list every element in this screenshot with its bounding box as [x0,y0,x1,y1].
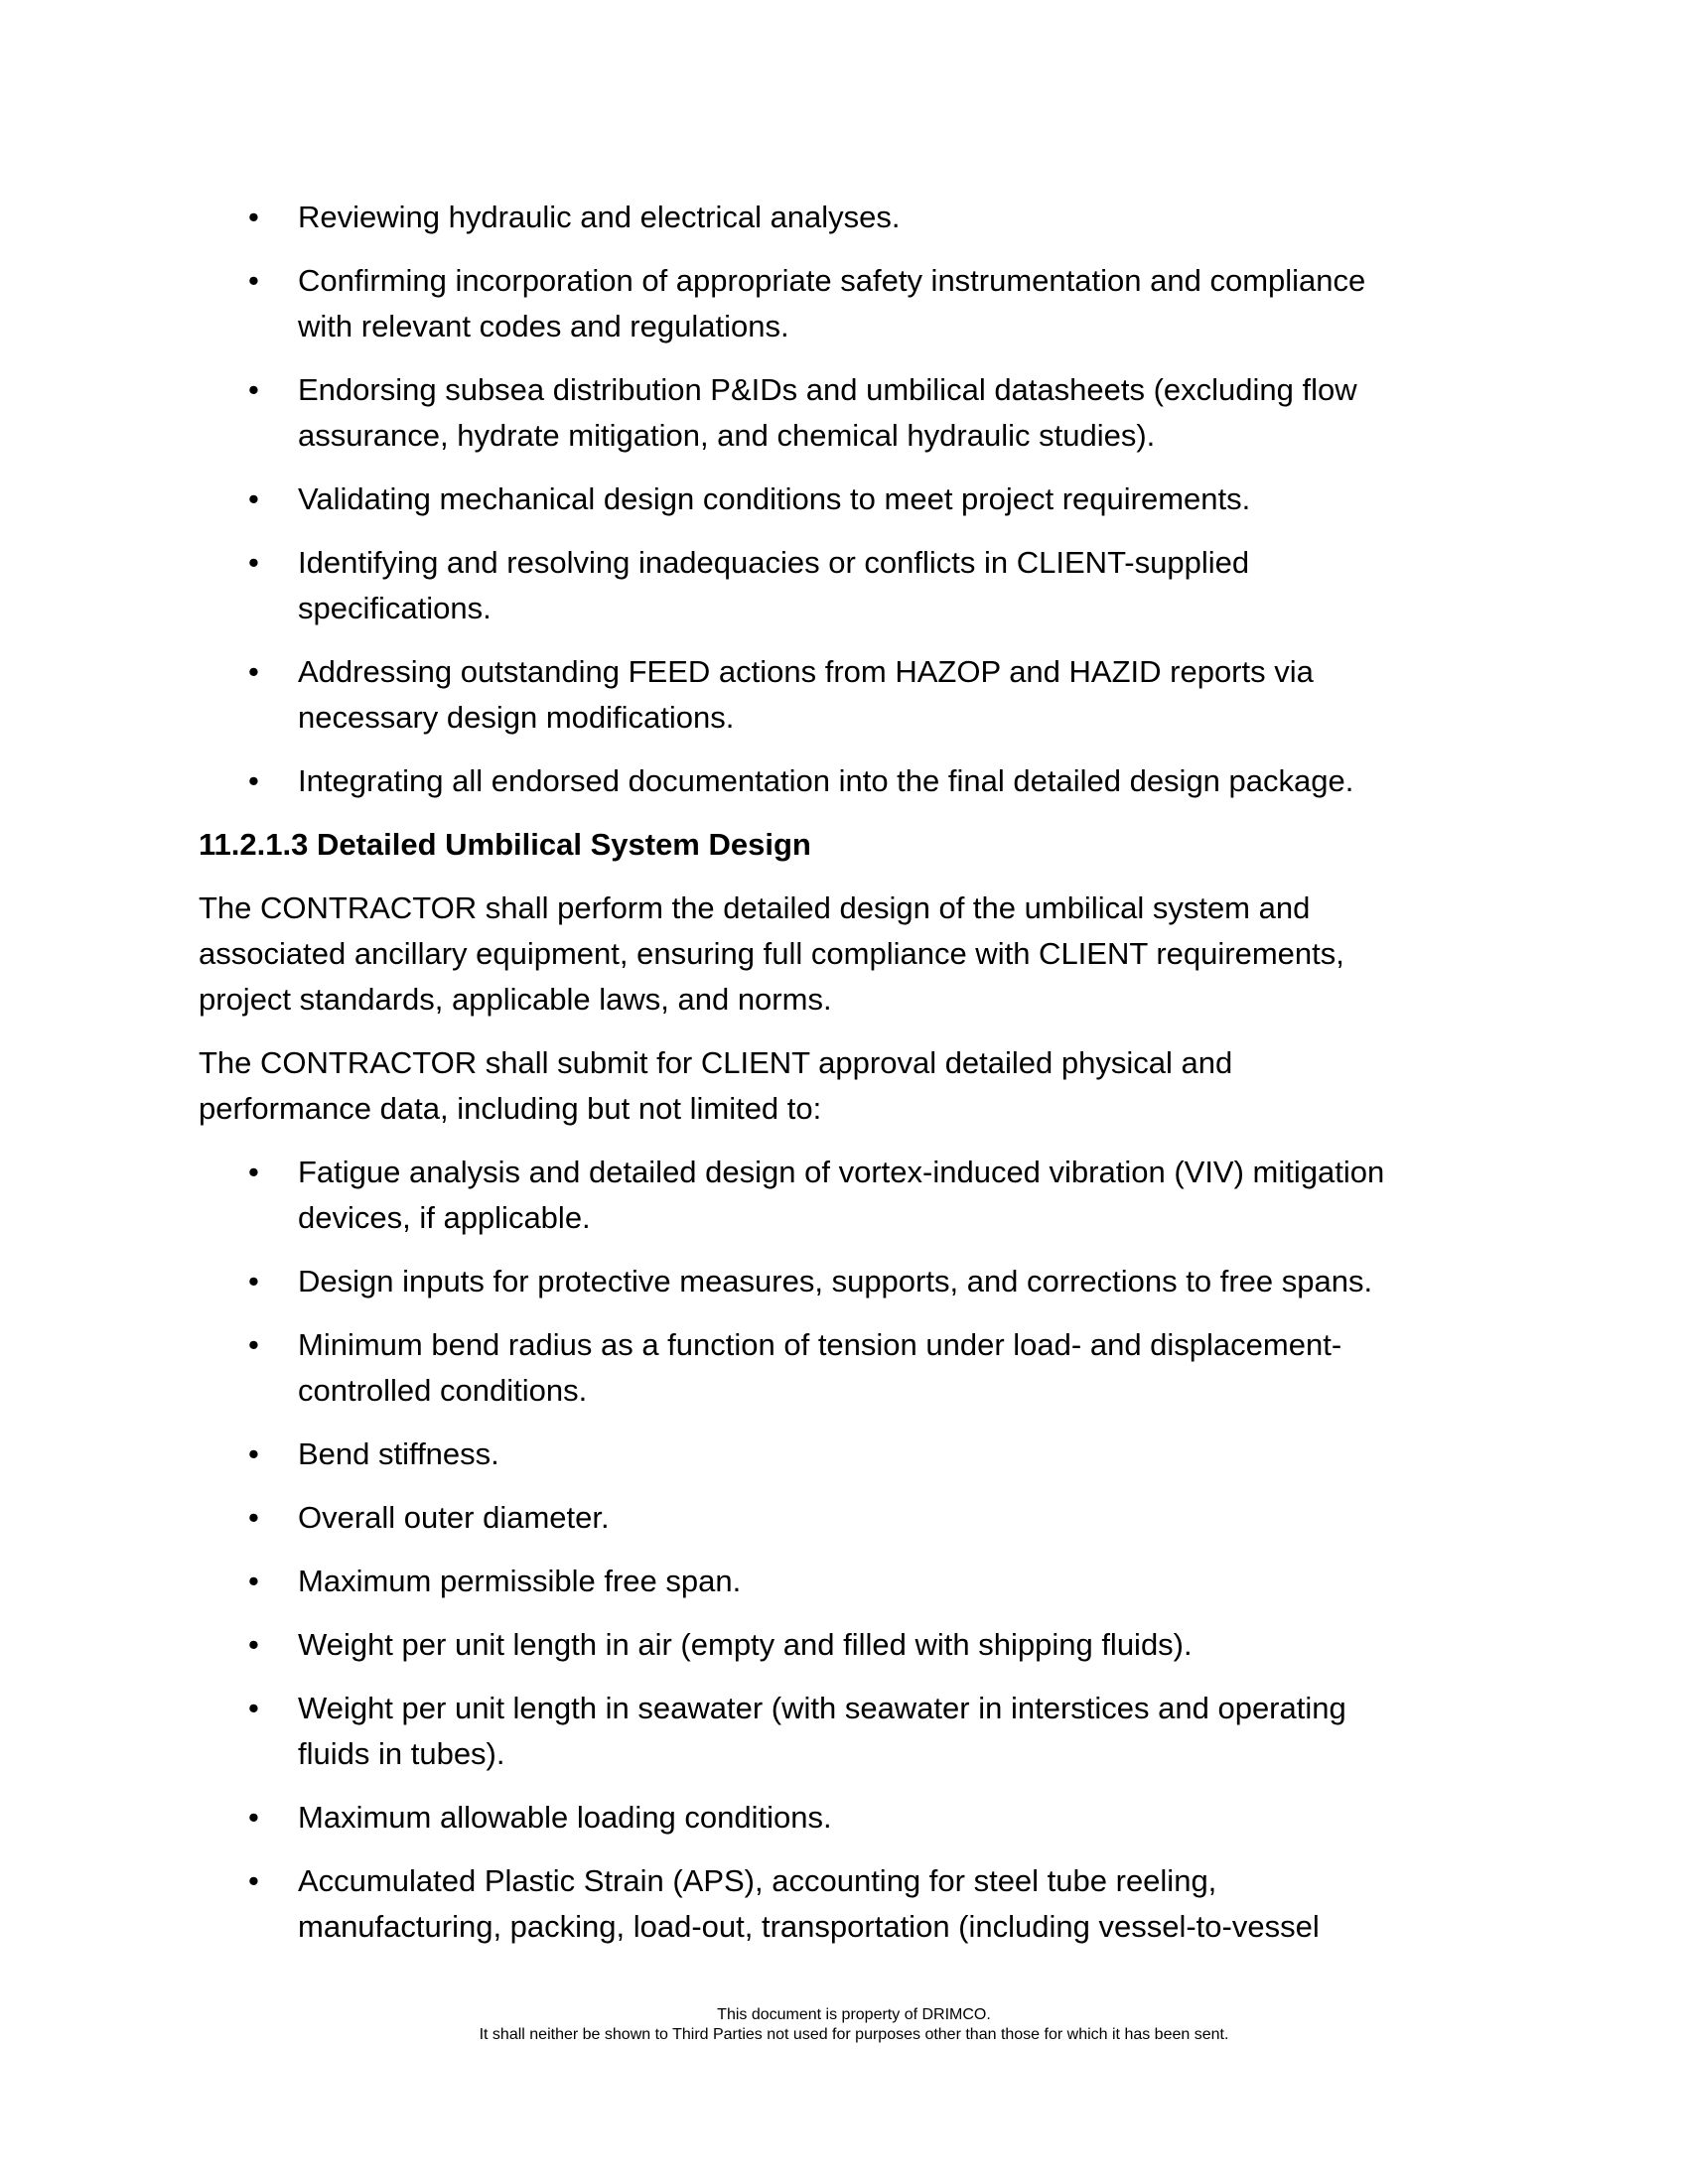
bullet-icon: • [248,1155,259,1189]
text-line: manufacturing, packing, load-out, transportation (including vessel-to-vessel [298,1909,1320,1944]
bullet-icon: • [248,1800,259,1835]
list-item [199,1495,1475,1541]
footer-line-1: This document is property of DRIMCO. [717,2006,991,2023]
text-line: with relevant codes and regulations. [298,309,789,343]
list-item [199,1622,1475,1668]
list-item-text [298,258,1475,349]
bullet-icon: • [248,1691,259,1725]
list-item [199,1432,1475,1477]
document-body [199,195,1475,1968]
bullet-icon: • [248,1264,259,1298]
text-line: Maximum allowable loading conditions. [298,1800,832,1835]
list-item-text [298,649,1475,741]
bullet-icon: • [248,1500,259,1535]
bullet-icon: • [248,763,259,798]
text-line: The CONTRACTOR shall submit for CLIENT approval detailed physical and [199,1045,1233,1080]
list-item [199,540,1475,631]
list-item [199,758,1475,804]
paragraph-detailed-design [199,886,1475,1023]
list-item-text [298,1559,1475,1604]
text-line: Minimum bend radius as a function of tension under load- and displacement- [298,1327,1342,1362]
text-line: controlled conditions. [298,1373,588,1408]
list-item-text [298,1432,1475,1477]
list-item [199,1686,1475,1777]
list-item-text [298,1322,1475,1414]
text-line: Endorsing subsea distribution P&IDs and umbilical datasheets (excluding flow [298,372,1357,407]
list-item [199,258,1475,349]
text-line: Confirming incorporation of appropriate safety instrumentation and compliance [298,263,1366,298]
text-line: Bend stiffness. [298,1436,499,1471]
page-footer [20,2005,1688,2045]
list-item [199,1795,1475,1841]
list-item-text [298,1686,1475,1777]
list-item-text [298,1495,1475,1541]
bullet-icon: • [248,263,259,298]
footer-line-2: It shall neither be shown to Third Parties not used for purposes other than those for which it has been sent. [479,2026,1229,2043]
text-line: Identifying and resolving inadequacies or conflicts in CLIENT-supplied [298,545,1250,580]
list-item [199,477,1475,522]
text-line: The CONTRACTOR shall perform the detailed design of the umbilical system and [199,890,1311,925]
bullet-icon: • [248,372,259,407]
list-item [199,367,1475,459]
bullet-icon: • [248,654,259,689]
text-line: Maximum permissible free span. [298,1564,742,1598]
text-line: necessary design modifications. [298,700,735,735]
list-item-text [298,1858,1475,1950]
text-line: devices, if applicable. [298,1200,591,1235]
list-item [199,1322,1475,1414]
list-item [199,649,1475,741]
list-item [199,1858,1475,1950]
bullet-icon: • [248,1863,259,1898]
text-line: assurance, hydrate mitigation, and chemical hydraulic studies). [298,418,1156,453]
bullet-icon: • [248,1436,259,1471]
bullet-icon: • [248,1564,259,1598]
text-line: Validating mechanical design conditions to meet project requirements. [298,481,1251,516]
list-item-text [298,477,1475,522]
bullet-icon: • [248,481,259,516]
text-line: performance data, including but not limited to: [199,1091,822,1126]
list-item-text [298,540,1475,631]
text-line: fluids in tubes). [298,1736,505,1771]
list-item-text [298,1259,1475,1304]
text-line: specifications. [298,591,492,625]
bullet-list-responsibilities [199,195,1475,804]
text-line: Accumulated Plastic Strain (APS), accounting for steel tube reeling, [298,1863,1217,1898]
text-line: Weight per unit length in seawater (with seawater in interstices and operating [298,1691,1346,1725]
paragraph-submit-approval [199,1040,1475,1132]
text-line: Integrating all endorsed documentation into the final detailed design package. [298,763,1354,798]
bullet-icon: • [248,545,259,580]
text-line: Addressing outstanding FEED actions from HAZOP and HAZID reports via [298,654,1314,689]
bullet-icon: • [248,1327,259,1362]
list-item-text [298,1795,1475,1841]
text-line: Design inputs for protective measures, supports, and corrections to free spans. [298,1264,1373,1298]
text-line: Reviewing hydraulic and electrical analyses. [298,200,901,234]
text-line: Weight per unit length in air (empty and filled with shipping fluids). [298,1627,1193,1662]
bullet-icon: • [248,200,259,234]
list-item-text [298,367,1475,459]
text-line: Fatigue analysis and detailed design of vortex-induced vibration (VIV) mitigation [298,1155,1385,1189]
list-item [199,1150,1475,1241]
text-line: project standards, applicable laws, and norms. [199,982,832,1017]
list-item [199,1559,1475,1604]
bullet-list-physical-performance-data [199,1150,1475,1950]
list-item [199,1259,1475,1304]
list-item [199,195,1475,240]
section-heading: 11.2.1.3 Detailed Umbilical System Design [199,827,811,862]
bullet-icon: • [248,1627,259,1662]
text-line: associated ancillary equipment, ensuring full compliance with CLIENT requirements, [199,936,1344,971]
list-item-text [298,1150,1475,1241]
text-line: Overall outer diameter. [298,1500,610,1535]
list-item-text [298,1622,1475,1668]
list-item-text [298,758,1475,804]
list-item-text [298,195,1475,240]
